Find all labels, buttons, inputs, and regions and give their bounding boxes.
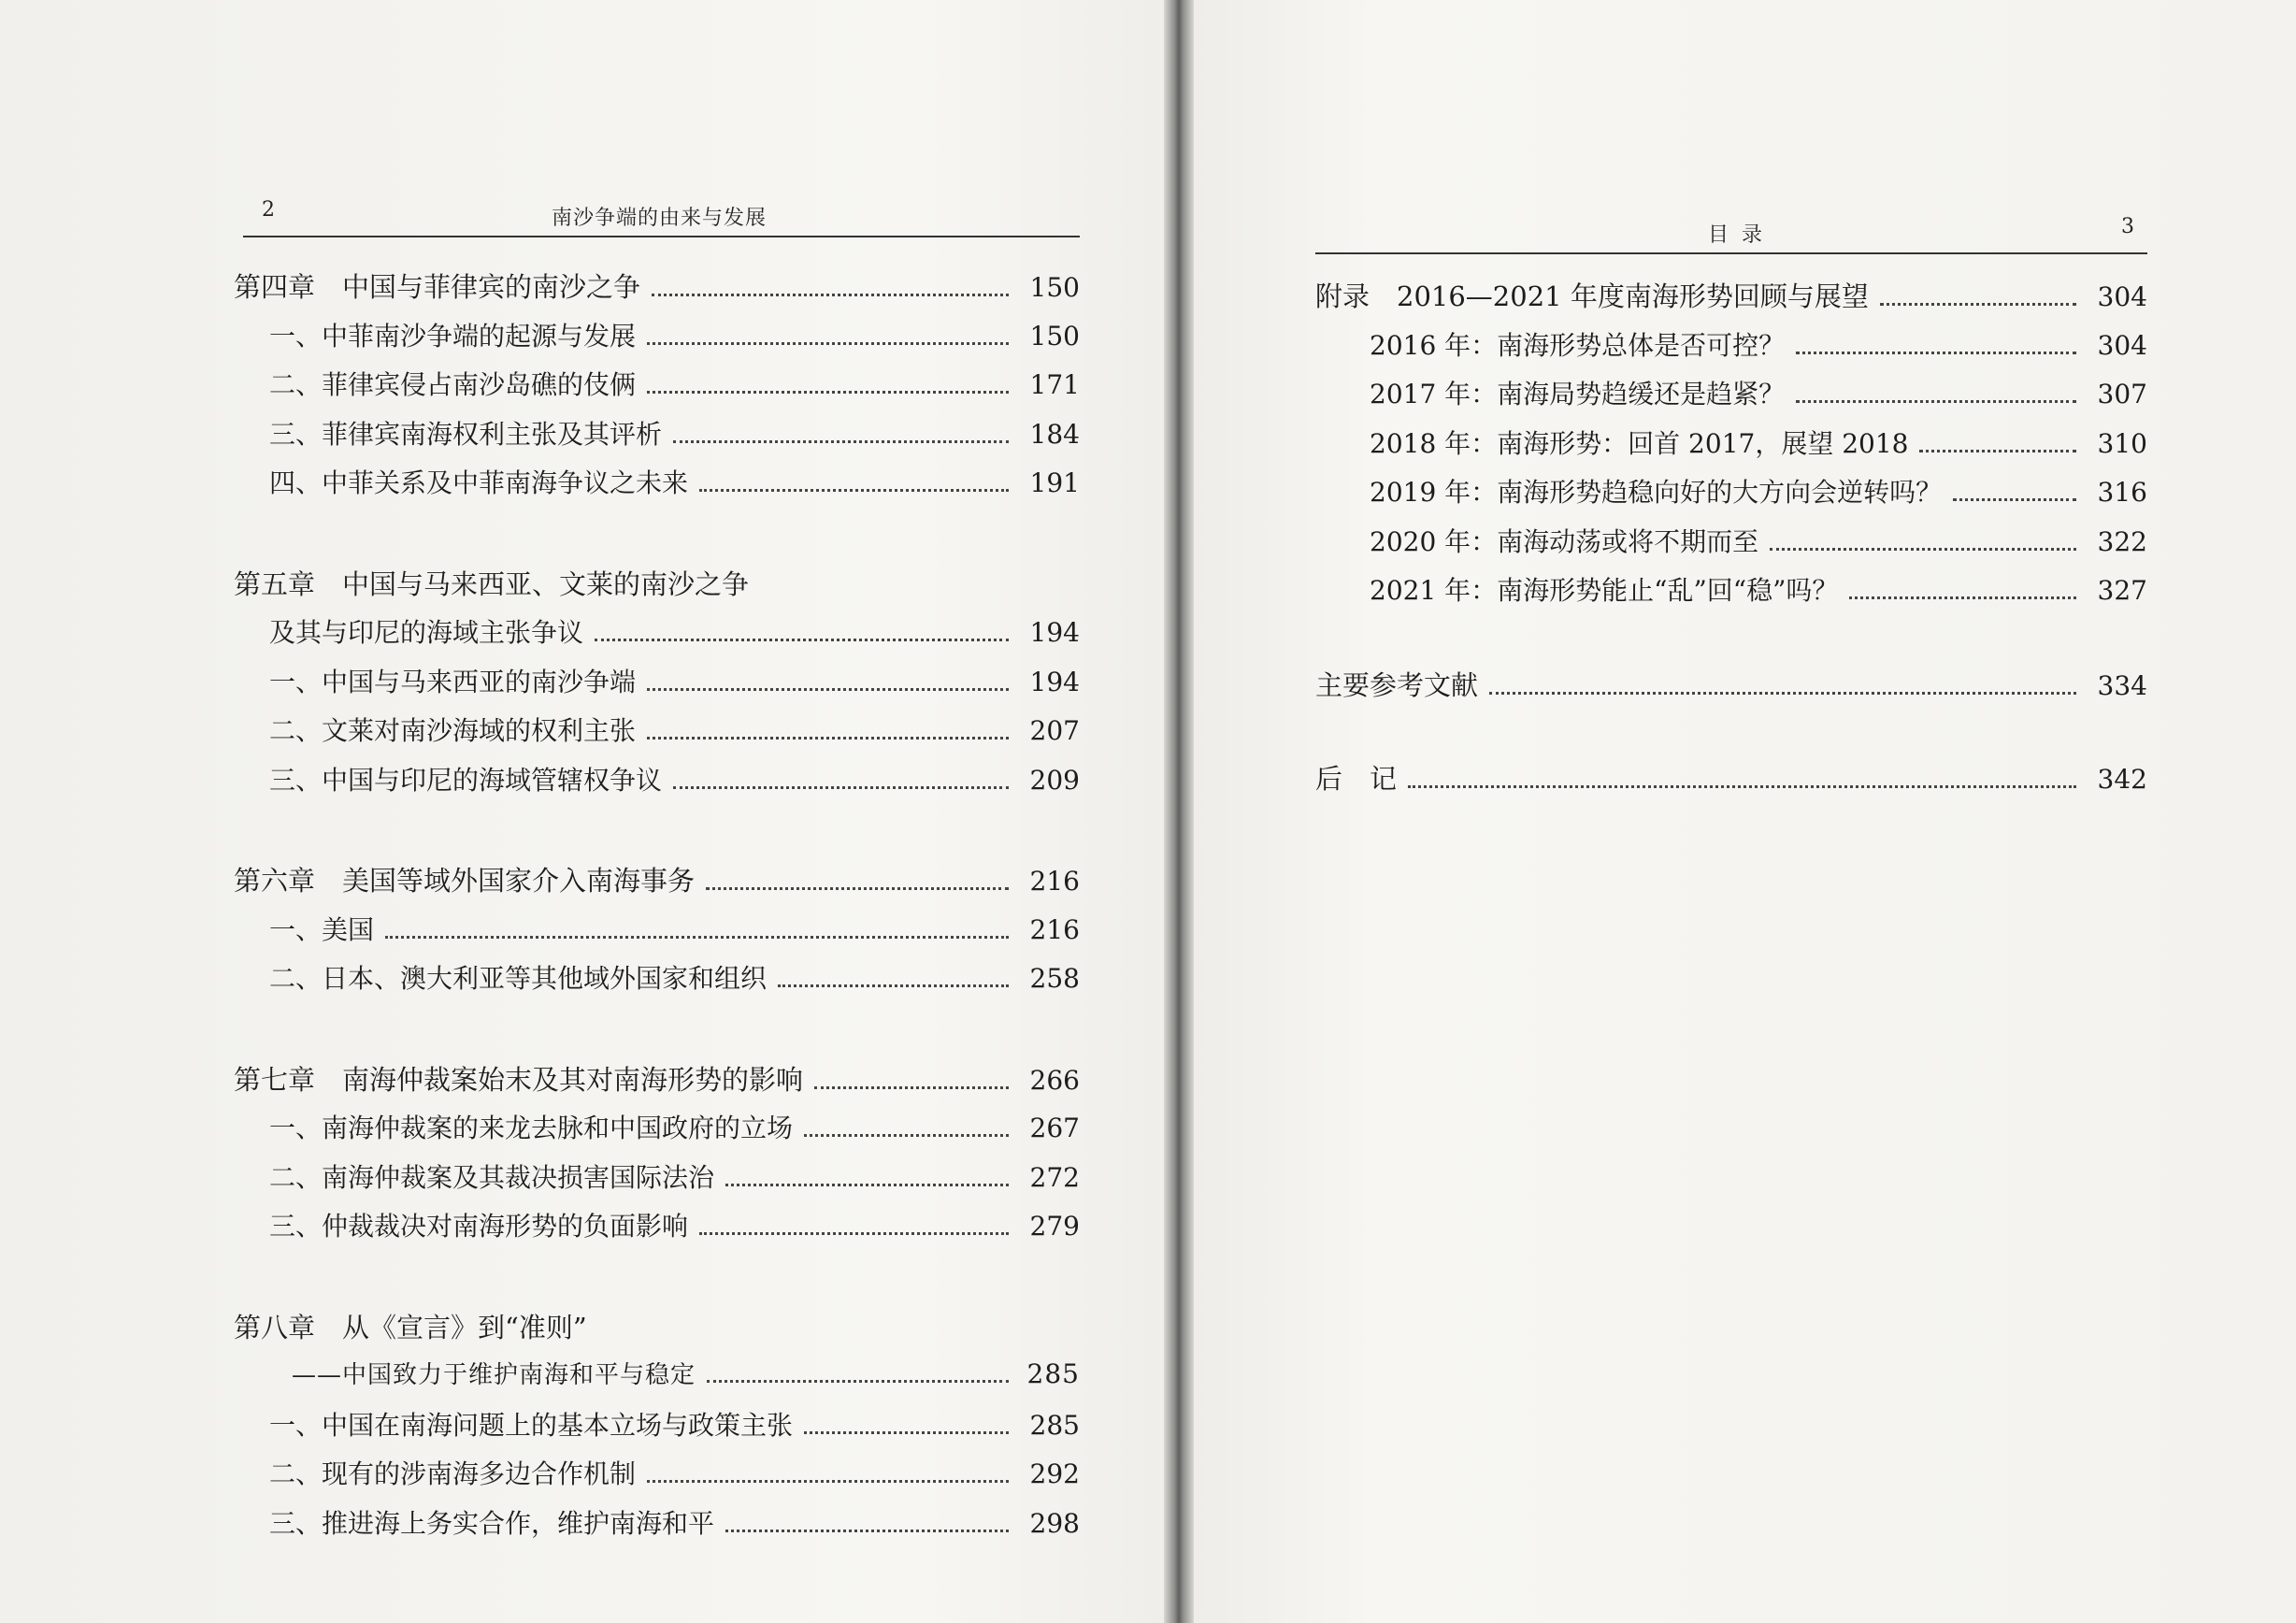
toc-appendix-item[interactable]: 2020 年：南海动荡或将不期而至 322 xyxy=(1370,525,2147,557)
toc-afterword[interactable]: 后 记 342 xyxy=(1315,763,2147,795)
toc-chapter-4[interactable]: 第四章 中国与菲律宾的南沙之争 150 xyxy=(234,271,1080,303)
toc-section[interactable]: 三、菲律宾南海权利主张及其评析 184 xyxy=(269,418,1080,450)
leader-dots xyxy=(804,1431,1009,1434)
toc-section[interactable]: 三、中国与印尼的海域管辖权争议 209 xyxy=(269,764,1080,796)
left-toc xyxy=(234,266,1080,1552)
toc-appendix[interactable]: 附录 2016—2021 年度南海形势回顾与展望 304 xyxy=(1315,280,2147,312)
left-page-number: 2 xyxy=(262,198,275,222)
leader-dots xyxy=(699,489,1009,492)
leader-dots xyxy=(1796,400,2076,403)
leader-dots xyxy=(1489,692,2076,695)
toc-section[interactable]: 二、南海仲裁案及其裁决损害国际法治 272 xyxy=(269,1161,1080,1193)
toc-chapter-5[interactable]: 第五章 中国与马来西亚、文莱的南沙之争 xyxy=(234,567,750,600)
section-gap xyxy=(1315,713,2147,758)
leader-dots xyxy=(673,440,1009,443)
leader-dots xyxy=(699,1232,1009,1235)
left-running-header xyxy=(243,198,1080,237)
toc-section[interactable]: 三、仲裁裁决对南海形势的负面影响 279 xyxy=(269,1211,1080,1242)
leader-dots xyxy=(1919,450,2076,452)
chapter-gap xyxy=(234,809,1080,860)
leader-dots xyxy=(647,737,1009,740)
section-gap xyxy=(1315,620,2147,665)
leader-dots xyxy=(652,294,1009,296)
leader-dots xyxy=(725,1530,1009,1532)
book-gutter xyxy=(1164,0,1194,1623)
toc-section[interactable]: 一、美国 216 xyxy=(269,913,1080,945)
right-header-title: 目录 xyxy=(1708,223,1776,247)
toc-chapter-7[interactable]: 第七章 南海仲裁案始末及其对南海形势的影响 266 xyxy=(234,1063,1080,1096)
leader-dots xyxy=(804,1134,1009,1137)
leader-dots xyxy=(647,342,1009,345)
toc-section[interactable]: 二、日本、澳大利亚等其他域外国家和组织 258 xyxy=(269,963,1080,994)
toc-appendix-item[interactable]: 2017 年：南海局势趋缓还是趋紧？ 307 xyxy=(1370,379,2147,409)
toc-appendix-item[interactable]: 2016 年：南海形势总体是否可控？ 304 xyxy=(1370,329,2147,361)
leader-dots xyxy=(595,639,1009,641)
leader-dots xyxy=(1953,498,2076,501)
leader-dots xyxy=(778,984,1009,987)
toc-section[interactable]: 一、中国与马来西亚的南沙争端 194 xyxy=(269,666,1080,697)
leader-dots xyxy=(1880,303,2076,306)
leader-dots xyxy=(706,887,1009,890)
toc-appendix-item[interactable]: 2019 年：南海形势趋稳向好的大方向会逆转吗？ 316 xyxy=(1370,477,2147,508)
toc-section[interactable]: 二、现有的涉南海多边合作机制 292 xyxy=(269,1458,1080,1489)
leader-dots xyxy=(647,688,1009,691)
leader-dots xyxy=(673,786,1009,789)
toc-section[interactable]: 二、文莱对南沙海域的权利主张 207 xyxy=(269,715,1080,746)
toc-chapter-5-continuation[interactable]: 及其与印尼的海域主张争议 194 xyxy=(269,617,1080,648)
toc-chapter-6[interactable]: 第六章 美国等域外国家介入南海事务 216 xyxy=(234,865,1080,897)
toc-appendix-item[interactable]: 2021 年：南海形势能止“乱”回“稳”吗？ 327 xyxy=(1370,575,2147,606)
toc-section[interactable]: 一、中菲南沙争端的起源与发展 150 xyxy=(269,320,1080,352)
right-page xyxy=(1194,0,2296,1623)
leader-dots xyxy=(1849,596,2076,599)
toc-section[interactable]: 一、南海仲裁案的来龙去脉和中国政府的立场 267 xyxy=(269,1113,1080,1143)
leader-dots xyxy=(647,1480,1009,1483)
chapter-gap xyxy=(234,512,1080,564)
toc-section[interactable]: 四、中菲关系及中菲南海争议之未来 191 xyxy=(269,467,1080,498)
leader-dots xyxy=(1408,785,2076,788)
leader-dots xyxy=(647,391,1009,394)
leader-dots xyxy=(1796,352,2076,354)
leader-dots xyxy=(814,1086,1009,1089)
leader-dots xyxy=(707,1380,1009,1383)
toc-section[interactable]: 二、菲律宾侵占南沙岛礁的伎俩 171 xyxy=(269,369,1080,400)
toc-section[interactable]: 一、中国在南海问题上的基本立场与政策主张 285 xyxy=(269,1409,1080,1441)
right-running-header xyxy=(1315,215,2147,254)
toc-section[interactable]: 三、推进海上务实合作，维护南海和平 298 xyxy=(269,1507,1080,1539)
toc-chapter-8[interactable]: 第八章 从《宣言》到“准则” xyxy=(234,1311,587,1343)
right-page-number: 3 xyxy=(2121,215,2134,238)
chapter-gap xyxy=(234,1008,1080,1059)
leader-dots xyxy=(385,936,1009,939)
toc-chapter-8-subtitle[interactable]: ——中国致力于维护南海和平与稳定 285 xyxy=(292,1358,1080,1389)
chapter-gap xyxy=(234,1256,1080,1307)
leader-dots xyxy=(1770,548,2076,551)
left-header-title: 南沙争端的由来与发展 xyxy=(552,207,768,230)
right-toc xyxy=(1315,276,2147,808)
leader-dots xyxy=(725,1184,1009,1186)
toc-appendix-item[interactable]: 2018 年：南海形势：回首 2017，展望 2018 310 xyxy=(1370,427,2147,459)
toc-references[interactable]: 主要参考文献 334 xyxy=(1315,668,2147,701)
